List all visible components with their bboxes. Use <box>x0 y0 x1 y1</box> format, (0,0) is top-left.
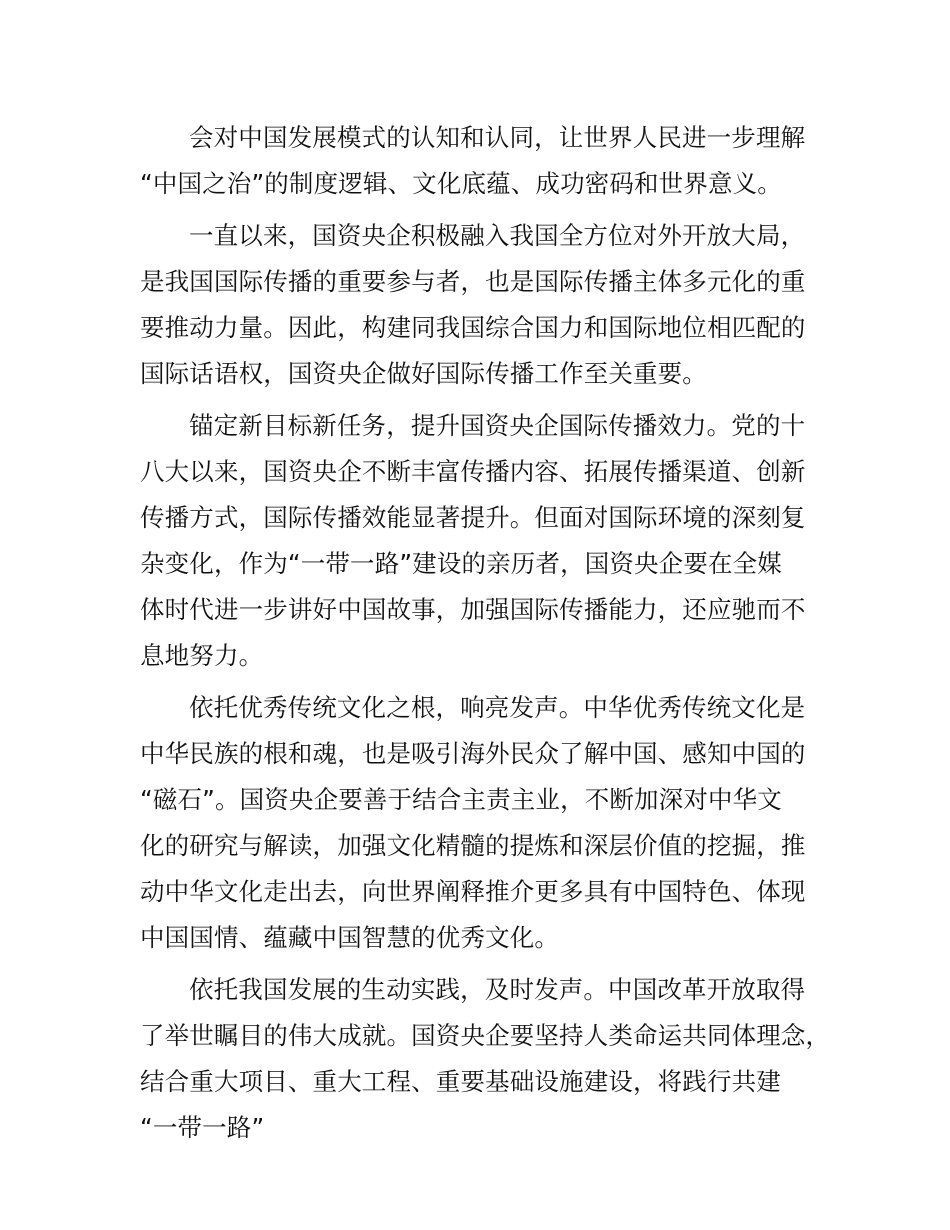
text-line: 要推动力量。因此，构建同我国综合国力和国际地位相匹配的 <box>140 313 806 342</box>
text-line: 传播方式，国际传播效能显著提升。但面对国际环境的深刻复 <box>140 503 806 532</box>
text-line: 了举世瞩目的伟大成就。国资央企要坚持人类命运共同体理念， <box>140 1021 831 1050</box>
text-line: “磁石”。国资央企要善于结合主责主业，不断加深对中华文 <box>140 785 782 814</box>
text-line: 八大以来，国资央企不断丰富传播内容、拓展传播渠道、创新 <box>140 457 806 486</box>
text-line: 化的研究与解读，加强文化精髓的提炼和深层价值的挖掘，推 <box>140 831 806 860</box>
text-line: 是我国国际传播的重要参与者，也是国际传播主体多元化的重 <box>140 267 806 296</box>
paragraph-first-line: 锚定新目标新任务，提升国资央企国际传播效力。党的十 <box>189 411 806 440</box>
text-line: 会对中国发展模式的认知和认同，让世界人民进一步理解 <box>189 123 806 152</box>
text-line: 杂变化，作为“一带一路”建设的亲历者，国资央企要在全媒 <box>140 549 782 578</box>
text-line: 国际话语权，国资央企做好国际传播工作至关重要。 <box>140 359 707 388</box>
paragraph-first-line: 依托我国发展的生动实践，及时发声。中国改革开放取得 <box>189 975 806 1004</box>
text-line: 中国国情、蕴藏中国智慧的优秀文化。 <box>140 923 560 952</box>
text-line: 体时代进一步讲好中国故事，加强国际传播能力，还应驰而不 <box>140 595 806 624</box>
text-line: 息地努力。 <box>140 641 264 670</box>
paragraph-first-line: 一直以来，国资央企积极融入我国全方位对外开放大局， <box>189 221 806 250</box>
paragraph-first-line: 依托优秀传统文化之根，响亮发声。中华优秀传统文化是 <box>189 693 806 722</box>
text-line: 中华民族的根和魂，也是吸引海外民众了解中国、感知中国的 <box>140 739 806 768</box>
text-line: 结合重大项目、重大工程、重要基础设施建设，将践行共建 <box>140 1067 781 1096</box>
text-line: 动中华文化走出去，向世界阐释推介更多具有中国特色、体现 <box>140 877 806 906</box>
text-line: “中国之治”的制度逻辑、文化底蕴、成功密码和世界意义。 <box>140 169 782 198</box>
text-line: “一带一路” <box>140 1113 265 1142</box>
